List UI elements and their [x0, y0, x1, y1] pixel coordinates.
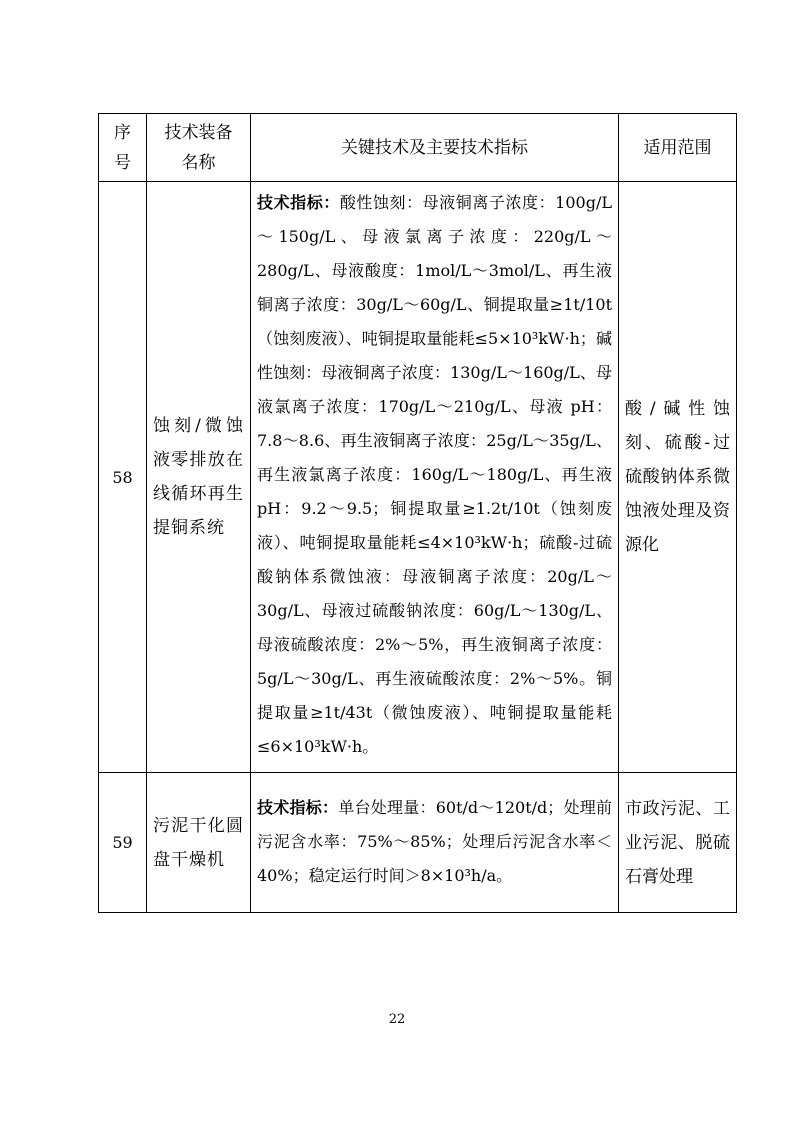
header-key-tech: 关键技术及主要技术指标 — [251, 114, 619, 182]
row-key-tech — [251, 773, 619, 913]
row-equipment-name: 污泥干化圆盘干燥机 — [147, 773, 251, 913]
page-number: 22 — [388, 1012, 406, 1027]
row-key-tech — [251, 182, 619, 773]
technology-table — [98, 113, 737, 913]
table-row — [99, 773, 737, 913]
table-header-row — [99, 114, 737, 182]
row-key-tech-spec: 单台处理量：60t/d～120t/d；处理前污泥含水率：75%～85%；处理后污泥含水率＜40%；稳定运行时间＞8×10³h/a。 — [257, 797, 612, 885]
row-index: 59 — [99, 773, 147, 913]
row-index: 58 — [99, 182, 147, 773]
row-scope: 酸/碱性蚀刻、硫酸-过硫酸钠体系微蚀液处理及资源化 — [619, 182, 737, 773]
row-key-tech-lead: 技术指标： — [257, 797, 339, 817]
row-key-tech-spec: 酸性蚀刻：母液铜离子浓度：100g/L～150g/L、母液氯离子浓度：220g/L～280g/L、母液酸度：1mol/L～3mol/L、再生液铜离子浓度：30g/L～60g/L、铜提取量≥1t/10t（蚀刻废液）、吨铜提取量能耗≤5×10³kW·h；碱性蚀刻：母液铜离子浓度：130g/L～160g/L、母液氯离子浓度：170g/L～210g/L、母液 pH：7.8～8.6、再生液铜离子浓度：25g/L～35g/L、再生液氯离子浓度：160g/L～180g/L、再生液 pH：9.2～9.5；铜提取量≥1.2t/10t（蚀刻废液）、吨铜提取量能耗≤4×10³kW·h；硫酸-过硫酸钠体系微蚀液：母液铜离子浓度：20g/L～30g/L、母液过硫酸钠浓度：60g/L～130g/L、母液硫酸浓度：2%～5%，再生液铜离子浓度：5g/L～30g/L、再生液硫酸浓度：2%～5%。铜提取量≥1t/43t（微蚀废液）、吨铜提取量能耗≤6×10³kW·h。 — [257, 193, 612, 756]
row-equipment-name: 蚀刻/微蚀液零排放在线循环再生提铜系统 — [147, 182, 251, 773]
row-scope: 市政污泥、工业污泥、脱硫石膏处理 — [619, 773, 737, 913]
header-name: 技术装备名称 — [147, 114, 251, 182]
row-key-tech-lead: 技术指标： — [257, 193, 340, 212]
header-index: 序号 — [99, 114, 147, 182]
header-scope: 适用范围 — [619, 114, 737, 182]
table-row — [99, 182, 737, 773]
